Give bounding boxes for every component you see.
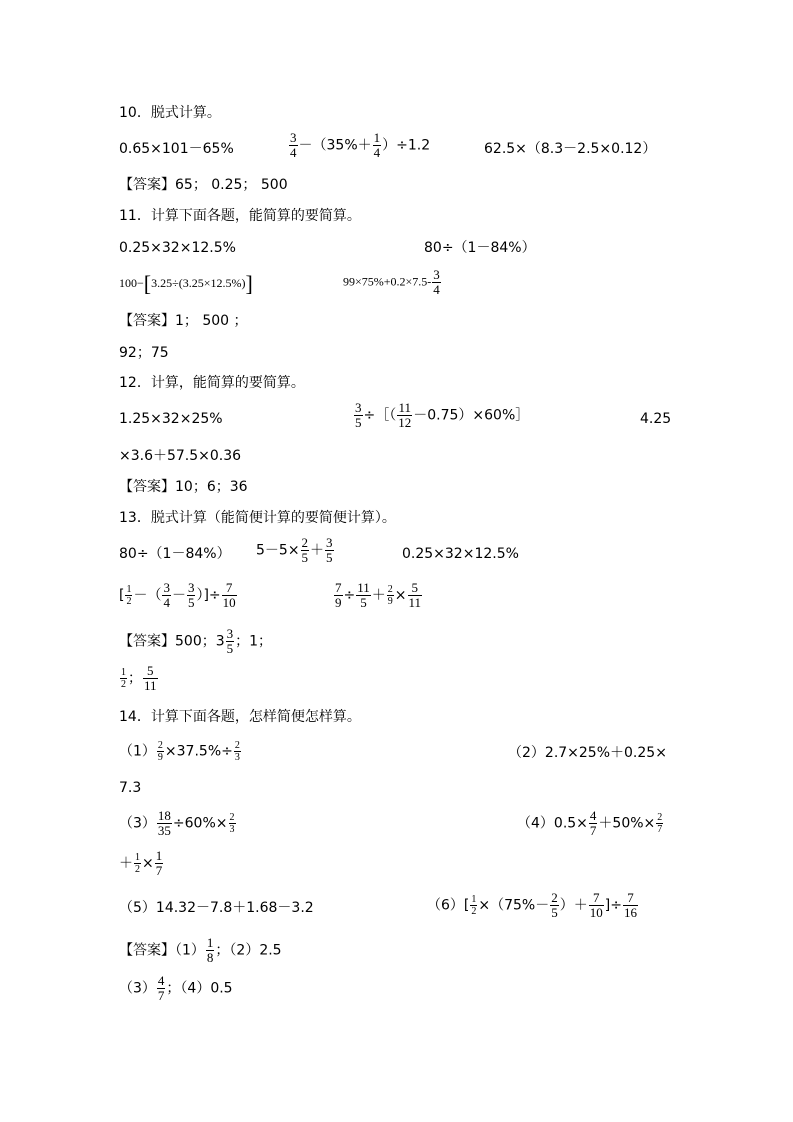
q10-heading: 10．脱式计算。 (119, 105, 221, 121)
q14-part-2: （2）2.7×25%＋0.25× (508, 745, 667, 761)
q11-expr-3: 100−[3.25÷(3.25×12.5%)] (119, 271, 253, 297)
q13-expr-5: $\frac{7}{9}$ ÷ $\frac{11}{5}$ ＋ $\frac{2}{9}$ × $\frac{5}{11}$ (335, 580, 422, 610)
q14-part-3: （3） $\frac{18}{35}$ ÷60%× $\frac{2}{3}$ (119, 808, 235, 838)
fraction: $\frac{3}{5}$ (326, 535, 333, 565)
q11-answer: 【答案】1； 500 ； (119, 313, 248, 329)
q12-expr-1: 1.25×32×25% (119, 411, 223, 427)
fraction: $\frac{7}{16}$ (623, 890, 637, 920)
fraction: $\frac{11}{5}$ (357, 580, 370, 610)
fraction: $\frac{1}{2}$ (471, 894, 477, 917)
q12-expr-3: 4.25 (640, 411, 672, 427)
fraction: $\frac{3}{5}$ (187, 580, 195, 610)
fraction: $\frac{2}{3}$ (229, 812, 235, 835)
q14-answer: 【答案】（1） $\frac{1}{8}$ ；（2）2.5 (119, 935, 282, 965)
q12-answer: 【答案】10；6；36 (119, 479, 248, 495)
q14-part-4: （4）0.5× $\frac{4}{7}$ ＋50%× $\frac{2}{7}$ (517, 808, 663, 838)
q11-expr-2: 80÷（1－84%） (424, 240, 536, 256)
q14-part-4-cont: ＋ $\frac{1}{2}$ × $\frac{1}{7}$ (119, 848, 163, 878)
fraction: $\frac{11}{12}$ (398, 400, 412, 430)
q14-part-6: （6）[ $\frac{1}{2}$ ×（75%－ $\frac{2}{5}$ ）＋ $\frac{7}{10}$ ]÷ $\frac{7}{16}$ (427, 890, 637, 920)
q11-heading: 11．计算下面各题，能简算的要简算。 (119, 208, 361, 224)
q13-expr-1: 80÷（1－84%） (119, 546, 231, 562)
fraction: $\frac{7}{10}$ (589, 890, 603, 920)
fraction: $\frac{3}{4}$ (433, 267, 440, 297)
fraction: $\frac{3}{4}$ (163, 580, 170, 610)
q13-expr-4: [ $\frac{1}{2}$ －（ $\frac{3}{4}$ － $\frac{3}{5}$ ）]÷ $\frac{7}{10}$ (119, 580, 236, 610)
fraction: $\frac{2}{3}$ (234, 740, 240, 763)
fraction: $\frac{7}{10}$ (222, 580, 236, 610)
fraction: $\frac{5}{11}$ (408, 580, 422, 610)
fraction: $\frac{3}{4}$ (290, 130, 297, 160)
fraction: $\frac{2}{5}$ (551, 890, 558, 920)
q13-heading: 13．脱式计算（能简便计算的要简便计算）。 (119, 510, 396, 526)
fraction: $\frac{2}{7}$ (657, 812, 663, 835)
fraction: $\frac{1}{8}$ (206, 935, 214, 965)
fraction: $\frac{2}{9}$ (157, 740, 163, 763)
q10-expr-1: 0.65×101－65% (119, 141, 234, 157)
fraction: $\frac{18}{35}$ (157, 808, 171, 838)
q14-part-5: （5）14.32－7.8＋1.68－3.2 (119, 900, 314, 916)
q12-expr-3-cont: ×3.6＋57.5×0.36 (119, 448, 242, 464)
q11-answer-2: 92；75 (119, 345, 169, 361)
q13-answer: 【答案】500；3 $\frac{3}{5}$ ；1； (119, 626, 273, 656)
q13-answer-2: $\frac{1}{2}$ ； $\frac{5}{11}$ (121, 663, 157, 693)
fraction: $\frac{5}{11}$ (144, 663, 157, 693)
q10-expr-3: 62.5×（8.3－2.5×0.12） (484, 141, 657, 157)
q10-answer: 【答案】65； 0.25； 500 (119, 177, 288, 193)
q11-expr-1: 0.25×32×12.5% (119, 240, 236, 256)
q13-expr-2: 5－5× $\frac{2}{5}$ ＋ $\frac{3}{5}$ (256, 535, 333, 565)
q14-answer-2: （3） $\frac{4}{7}$ ；（4）0.5 (119, 973, 233, 1003)
q14-heading: 14．计算下面各题，怎样简便怎样算。 (119, 709, 361, 725)
q12-expr-2: $\frac{3}{5}$ ÷［（ $\frac{11}{12}$ －0.75）×60%］ (355, 400, 530, 430)
q11-expr-4: 99×75%+0.2×7.5- $\frac{3}{4}$ (343, 267, 440, 297)
fraction: $\frac{1}{2}$ (121, 667, 126, 690)
fraction: $\frac{2}{5}$ (301, 535, 309, 565)
fraction: $\frac{7}{9}$ (335, 580, 342, 610)
fraction: $\frac{1}{2}$ (126, 584, 132, 607)
q13-expr-3: 0.25×32×12.5% (402, 546, 519, 562)
q12-heading: 12．计算，能简算的要简算。 (119, 375, 305, 391)
q14-part-2-cont: 7.3 (119, 780, 142, 796)
fraction: $\frac{1}{4}$ (373, 130, 381, 160)
q14-part-1: （1） $\frac{2}{9}$ ×37.5%÷ $\frac{2}{3}$ (119, 740, 240, 763)
fraction: $\frac{2}{9}$ (387, 584, 393, 607)
q10-expr-2: $\frac{3}{4}$ －（35%＋ $\frac{1}{4}$ ）÷1.2 (290, 130, 431, 160)
fraction: $\frac{1}{2}$ (135, 852, 140, 875)
fraction: $\frac{3}{5}$ (226, 626, 234, 656)
fraction: $\frac{4}{7}$ (157, 973, 165, 1003)
fraction: $\frac{1}{7}$ (155, 848, 163, 878)
fraction: $\frac{3}{5}$ (355, 400, 362, 430)
fraction: $\frac{4}{7}$ (589, 808, 597, 838)
